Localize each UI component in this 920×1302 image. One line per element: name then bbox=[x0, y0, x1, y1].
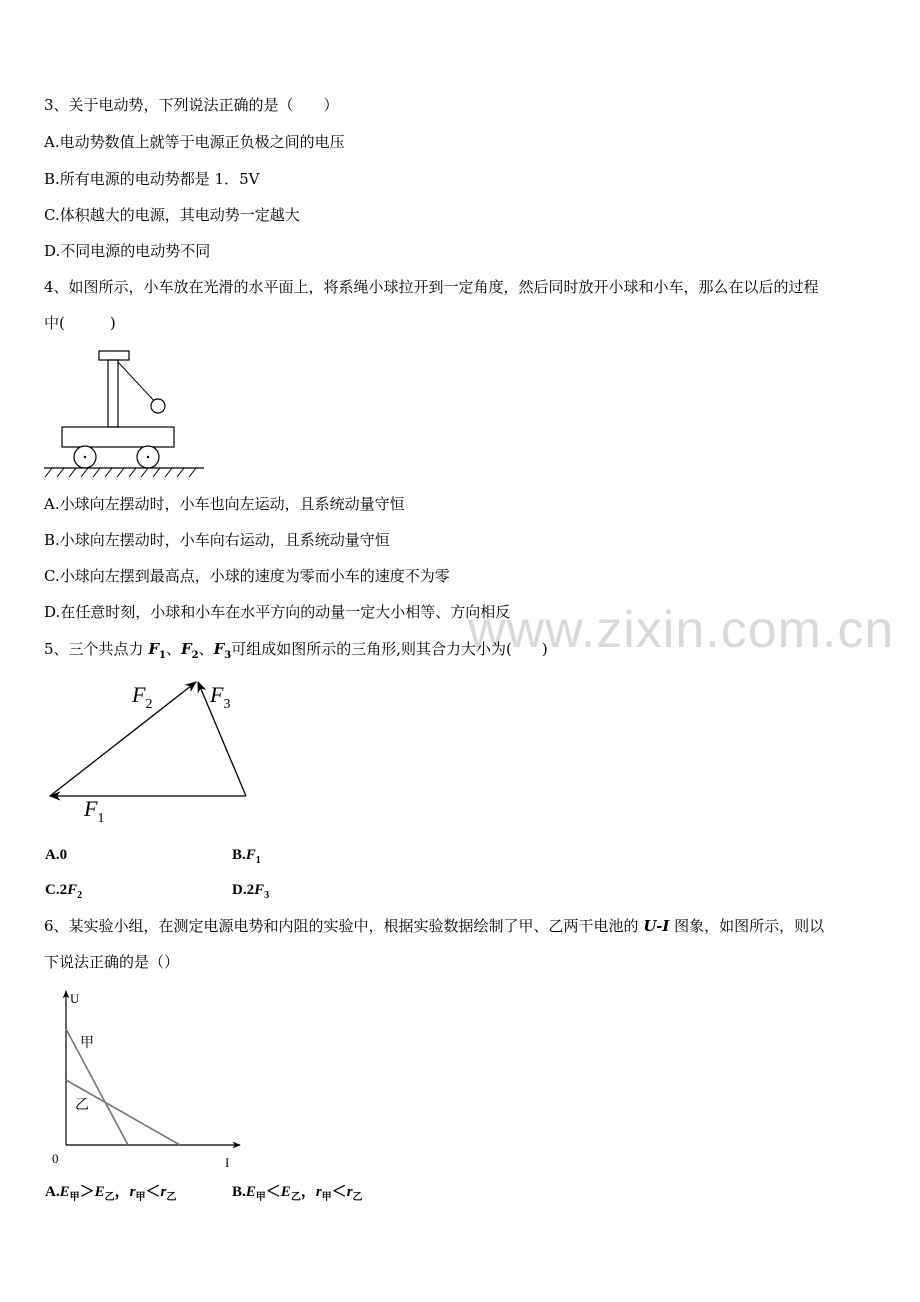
string bbox=[118, 362, 156, 403]
q3-stem: 3、关于电动势，下列说法正确的是（ ） bbox=[44, 96, 339, 114]
q6-stem-line1: 6、某实验小组，在测定电源电势和内阻的实验中，根据实验数据绘制了甲、乙两干电池的 U-I 图象，如图所示，则以 bbox=[44, 917, 825, 935]
q3-option-c: C.体积越大的电源，其电动势一定越大 bbox=[44, 206, 300, 224]
q4-stem-line2: 中( ) bbox=[44, 314, 116, 332]
label-yi: 乙 bbox=[75, 1098, 89, 1113]
cart-pendulum-figure bbox=[40, 345, 210, 480]
pole-cap bbox=[99, 351, 129, 360]
origin-label: 0 bbox=[52, 1151, 59, 1166]
force-triangle-figure bbox=[40, 670, 260, 830]
pole bbox=[108, 360, 118, 427]
u-axis-label: U bbox=[70, 991, 80, 1006]
force-f2-arrow bbox=[50, 682, 196, 796]
q4-stem-line1: 4、如图所示，小车放在光滑的水平面上，将系绳小球拉开到一定角度，然后同时放开小球和小车，那么在以后的过程 bbox=[44, 278, 819, 296]
label-jia: 甲 bbox=[80, 1036, 94, 1051]
q3-option-b: B.所有电源的电动势都是 1．5V bbox=[44, 170, 260, 188]
q4-option-c: C.小球向左摆到最高点，小球的速度为零而小车的速度不为零 bbox=[44, 567, 450, 585]
q4-option-d: D.在任意时刻，小球和小车在水平方向的动量一定大小相等、方向相反 bbox=[44, 603, 511, 621]
q4-option-b: B.小球向左摆动时，小车向右运动，且系统动量守恒 bbox=[44, 531, 390, 549]
ball bbox=[151, 399, 165, 413]
label-f3: $F_3$ bbox=[210, 682, 231, 712]
q6-option-a: $A.E_甲>E_乙$，$r_甲<r_乙$ bbox=[45, 1184, 177, 1203]
cart-body bbox=[62, 427, 174, 447]
label-f1: $F_1$ bbox=[84, 796, 105, 826]
line-jia bbox=[66, 1029, 128, 1145]
ui-graph-figure bbox=[40, 985, 250, 1175]
label-f2: $F_2$ bbox=[132, 682, 153, 712]
q5-option-a: A.0 bbox=[45, 847, 68, 863]
q5-option-d: $D.2F_3$ bbox=[232, 882, 270, 901]
q5-stem: 5、三个共点力 $F_1$、$F_2$、$F_3$可组成如图所示的三角形,则其合力大小为( ) bbox=[44, 640, 548, 661]
q4-option-a: A.小球向左摆动时，小车也向左运动，且系统动量守恒 bbox=[44, 495, 405, 513]
q3-option-d: D.不同电源的电动势不同 bbox=[44, 242, 211, 260]
watermark: www.zixin.com.cn bbox=[468, 601, 895, 659]
q6-option-b: $B.E_甲<E_乙$，$r_甲<r_乙$ bbox=[232, 1184, 363, 1203]
q5-option-c: $C.2F_2$ bbox=[45, 882, 83, 901]
i-axis-label: I bbox=[225, 1155, 230, 1170]
q5-option-b: $B.F_1$ bbox=[232, 847, 261, 866]
q6-stem-line2: 下说法正确的是（） bbox=[44, 953, 180, 971]
q3-option-a: A.电动势数值上就等于电源正负极之间的电压 bbox=[44, 133, 345, 151]
